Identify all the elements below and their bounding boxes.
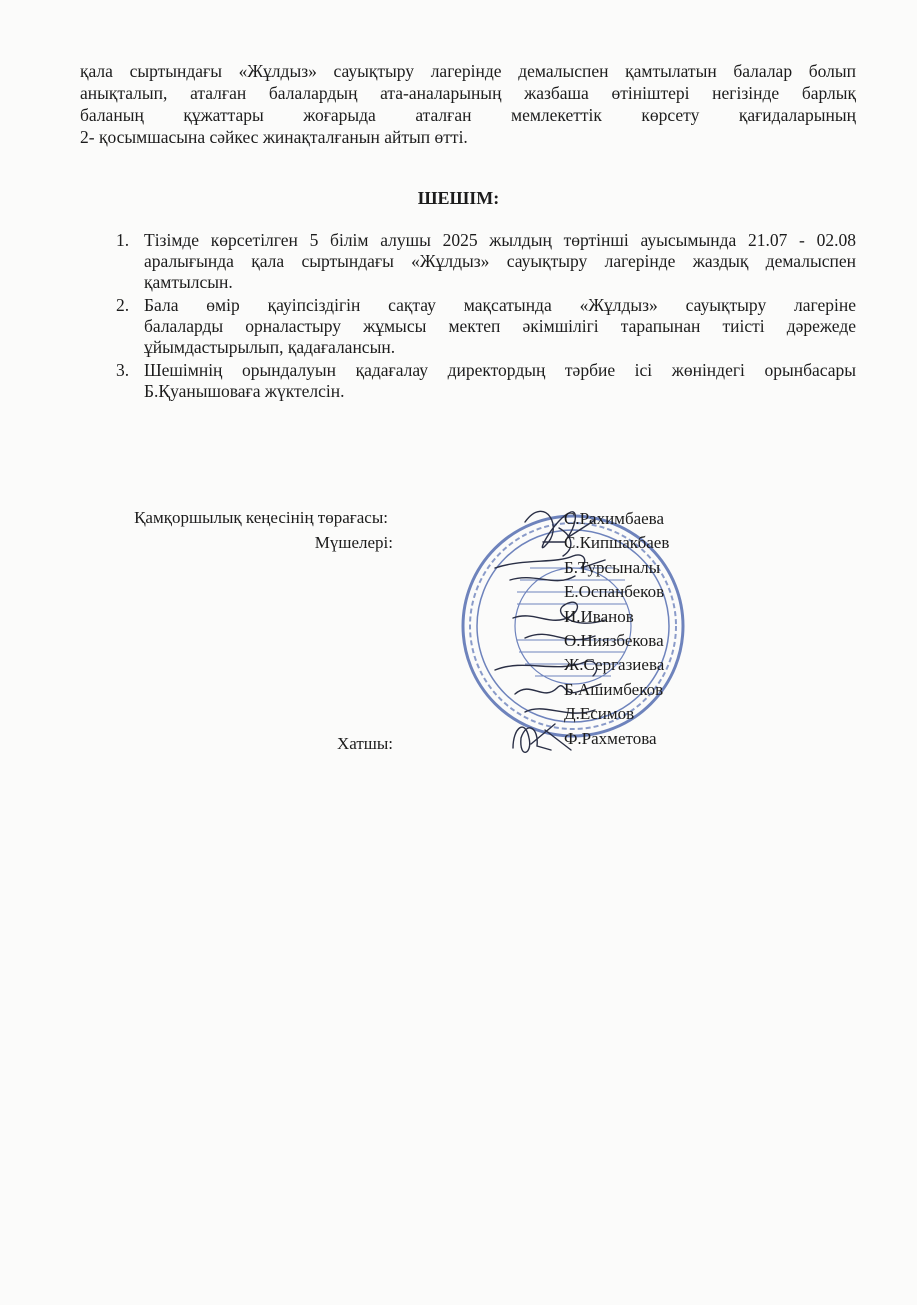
decision-line: Б.Қуанышоваға жүктелсін.: [144, 381, 345, 401]
signatory-name: Б.Ашимбеков: [564, 679, 664, 699]
signatory-name: Ж.Сергазиева: [564, 655, 665, 675]
decision-line: Шешімнің орындалуын қадағалау директордың тәрбие ісі жөніндегі орынбасары: [144, 360, 856, 380]
signatory-name: Б.Турсыналы: [564, 557, 661, 577]
decision-list: [112, 230, 856, 404]
signatory-name: Ф.Рахметова: [564, 728, 657, 748]
decision-item: [112, 360, 856, 402]
secretary-label: Хатшы:: [336, 734, 393, 753]
signatory-name: Д.Есимов: [564, 704, 635, 724]
decision-number: 3.: [116, 360, 130, 380]
decision-item: [112, 295, 856, 358]
intro-paragraph: [80, 60, 856, 148]
decision-heading: ШЕШІМ:: [417, 188, 500, 208]
decision-line: қамтылсын.: [144, 272, 233, 292]
decision-number: 1.: [116, 230, 130, 250]
signatory-name: Е.Оспанбеков: [564, 582, 665, 602]
signatory-list: [564, 507, 669, 751]
decision-line: ұйымдастырылып, қадағалансын.: [144, 337, 396, 357]
decision-line: Бала өмір қауіпсіздігін сақтау мақсатында «Жұлдыз» сауықтыру лагеріне: [144, 295, 856, 315]
intro-line: анықталып, аталған балалардың ата-аналарының жазбаша өтініштері негізінде барлық: [80, 83, 856, 103]
intro-line: 2- қосымшасына сәйкес жинақталғанын айтып өтті.: [80, 127, 468, 147]
decision-line: балаларды орналастыру жұмысы мектеп әкімшілігі тарапынан тиісті дәрежеде: [144, 316, 856, 336]
signatory-name: И.Иванов: [564, 606, 634, 626]
signatory-name: С.Кипшакбаев: [564, 533, 670, 553]
signatory-name: С.Рахимбаева: [564, 509, 665, 528]
decision-number: 2.: [116, 295, 130, 315]
chair-label: Қамқоршылық кеңесінің төрағасы:: [134, 508, 388, 527]
intro-line: қала сыртындағы «Жұлдыз» сауықтыру лагерінде демалыспен қамтылатын балалар болып: [80, 61, 856, 81]
decision-line: Тізімде көрсетілген 5 білім алушы 2025 жылдың төртінші ауысымында 21.07 - 02.08: [144, 230, 856, 250]
members-label: Мүшелері:: [314, 533, 393, 552]
decision-line: аралығында қала сыртындағы «Жұлдыз» сауықтыру лагерінде жаздық демалыспен: [144, 251, 856, 271]
decision-item: [112, 230, 856, 293]
signatory-name: О.Ниязбекова: [564, 631, 664, 651]
intro-line: баланың құжаттары жоғарыда аталған мемлекеттік көрсету қағидаларының: [80, 105, 856, 125]
